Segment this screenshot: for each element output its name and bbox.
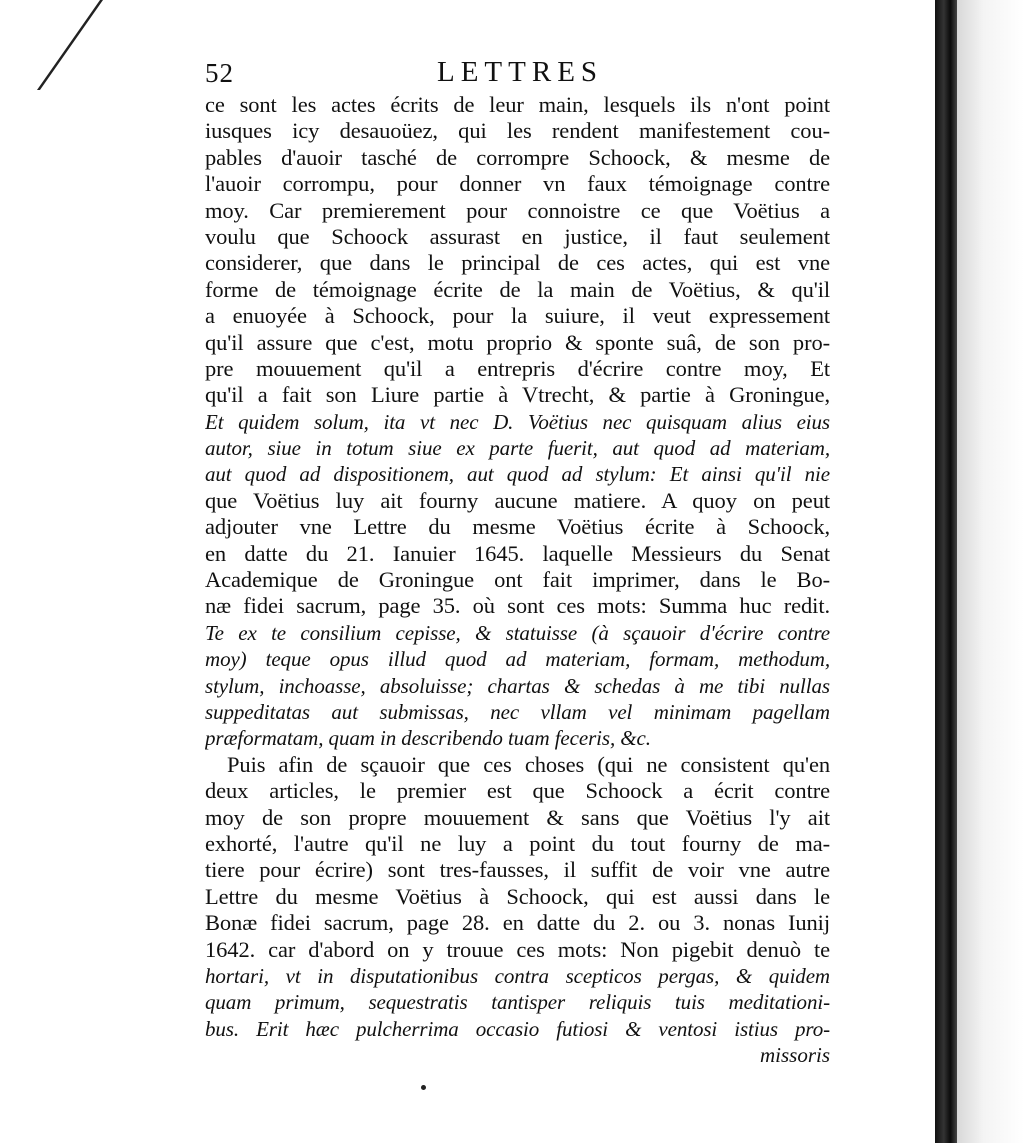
- book-binding: [935, 0, 957, 1143]
- text-line: considerer, que dans le principal de ces actes, qui est vne: [205, 250, 830, 276]
- text-line: moy. Car premierement pour connoistre ce que Voëtius a: [205, 197, 830, 223]
- catchword: missoris: [759, 1043, 830, 1068]
- text-line: Lettre du mesme Voëtius à Schoock, qui est aussi dans le: [205, 883, 830, 909]
- text-line: hortari, vt in disputationibus contra scepticos pergas, & quidem: [205, 963, 830, 988]
- text-line: Academique de Groningue ont fait imprimer, dans le Bo-: [205, 567, 830, 593]
- text-line: stylum, inchoasse, absoluisse; chartas & schedas à me tibi nullas: [205, 673, 830, 698]
- text-line: iusques icy desauoüez, qui les rendent manifestement cou-: [205, 118, 830, 144]
- text-line: moy de son propre mouuement & sans que Voëtius l'y ait: [205, 804, 830, 830]
- text-body: [205, 92, 830, 1042]
- text-line: suppeditatas aut submissas, nec vllam vel minimam pagellam: [205, 699, 830, 724]
- text-line: qu'il a fait son Liure partie à Vtrecht, & partie à Groningue,: [205, 382, 830, 408]
- running-title: LETTRES: [437, 56, 604, 88]
- book-page: [205, 52, 830, 1068]
- text-line: en datte du 21. Ianuier 1645. laquelle Messieurs du Senat: [205, 540, 830, 566]
- text-line: exhorté, l'autre qu'il ne luy a point du tout fourny de ma-: [205, 830, 830, 856]
- text-line: Bonæ fidei sacrum, page 28. en datte du 2. ou 3. nonas Iunij: [205, 910, 830, 936]
- page-header: [205, 52, 830, 92]
- text-line: aut quod ad dispositionem, aut quod ad stylum: Et ainsi qu'il nie: [205, 462, 830, 487]
- text-line: que Voëtius luy ait fourny aucune matiere. A quoy on peut: [205, 487, 830, 513]
- scan-page-edge: [0, 0, 103, 90]
- text-line: moy) teque opus illud quod ad materiam, formam, methodum,: [205, 647, 830, 672]
- text-line: pables d'auoir tasché de corrompre Schoock, & mesme de: [205, 144, 830, 170]
- text-line: præformatam, quam in describendo tuam feceris, &c.: [205, 726, 651, 751]
- text-line: pre mouuement qu'il a entrepris d'écrire contre moy, Et: [205, 355, 830, 381]
- text-line: quam primum, sequestratis tantisper reliquis tuis meditationi-: [205, 990, 830, 1015]
- text-line: 1642. car d'abord on y trouue ces mots: Non pigebit denuò te: [205, 936, 830, 962]
- text-line: qu'il assure que c'est, motu proprio & sponte suâ, de son pro-: [205, 329, 830, 355]
- text-line: næ fidei sacrum, page 35. où sont ces mots: Summa huc redit.: [205, 593, 830, 619]
- page-number: 52: [205, 58, 234, 88]
- text-line: voulu que Schoock assurast en justice, il faut seulement: [205, 223, 830, 249]
- text-line: bus. Erit hæc pulcherrima occasio futiosi & ventosi istius pro-: [205, 1016, 830, 1041]
- text-line: tiere pour écrire) sont tres-fausses, il suffit de voir vne autre: [205, 857, 830, 883]
- text-line: deux articles, le premier est que Schoock a écrit contre: [205, 778, 830, 804]
- ink-speck: [421, 1085, 426, 1090]
- text-line: forme de témoignage écrite de la main de Voëtius, & qu'il: [205, 276, 830, 302]
- text-line: ce sont les actes écrits de leur main, lesquels ils n'ont point: [205, 92, 830, 117]
- text-line: a enuoyée à Schoock, pour la suiure, il veut expressement: [205, 303, 830, 329]
- text-line: Et quidem solum, ita vt nec D. Voëtius nec quisquam alius eius: [205, 409, 830, 434]
- text-line: adjouter vne Lettre du mesme Voëtius écrite à Schoock,: [205, 514, 830, 540]
- text-line: l'auoir corrompu, pour donner vn faux témoignage contre: [205, 171, 830, 197]
- binding-shadow: [957, 0, 1024, 1143]
- text-line: Puis afin de sçauoir que ces choses (qui ne consistent qu'en: [227, 751, 830, 777]
- text-line: Te ex te consilium cepisse, & statuisse (à sçauoir d'écrire contre: [205, 620, 830, 645]
- text-line: autor, siue in totum siue ex parte fuerit, aut quod ad materiam,: [205, 436, 830, 461]
